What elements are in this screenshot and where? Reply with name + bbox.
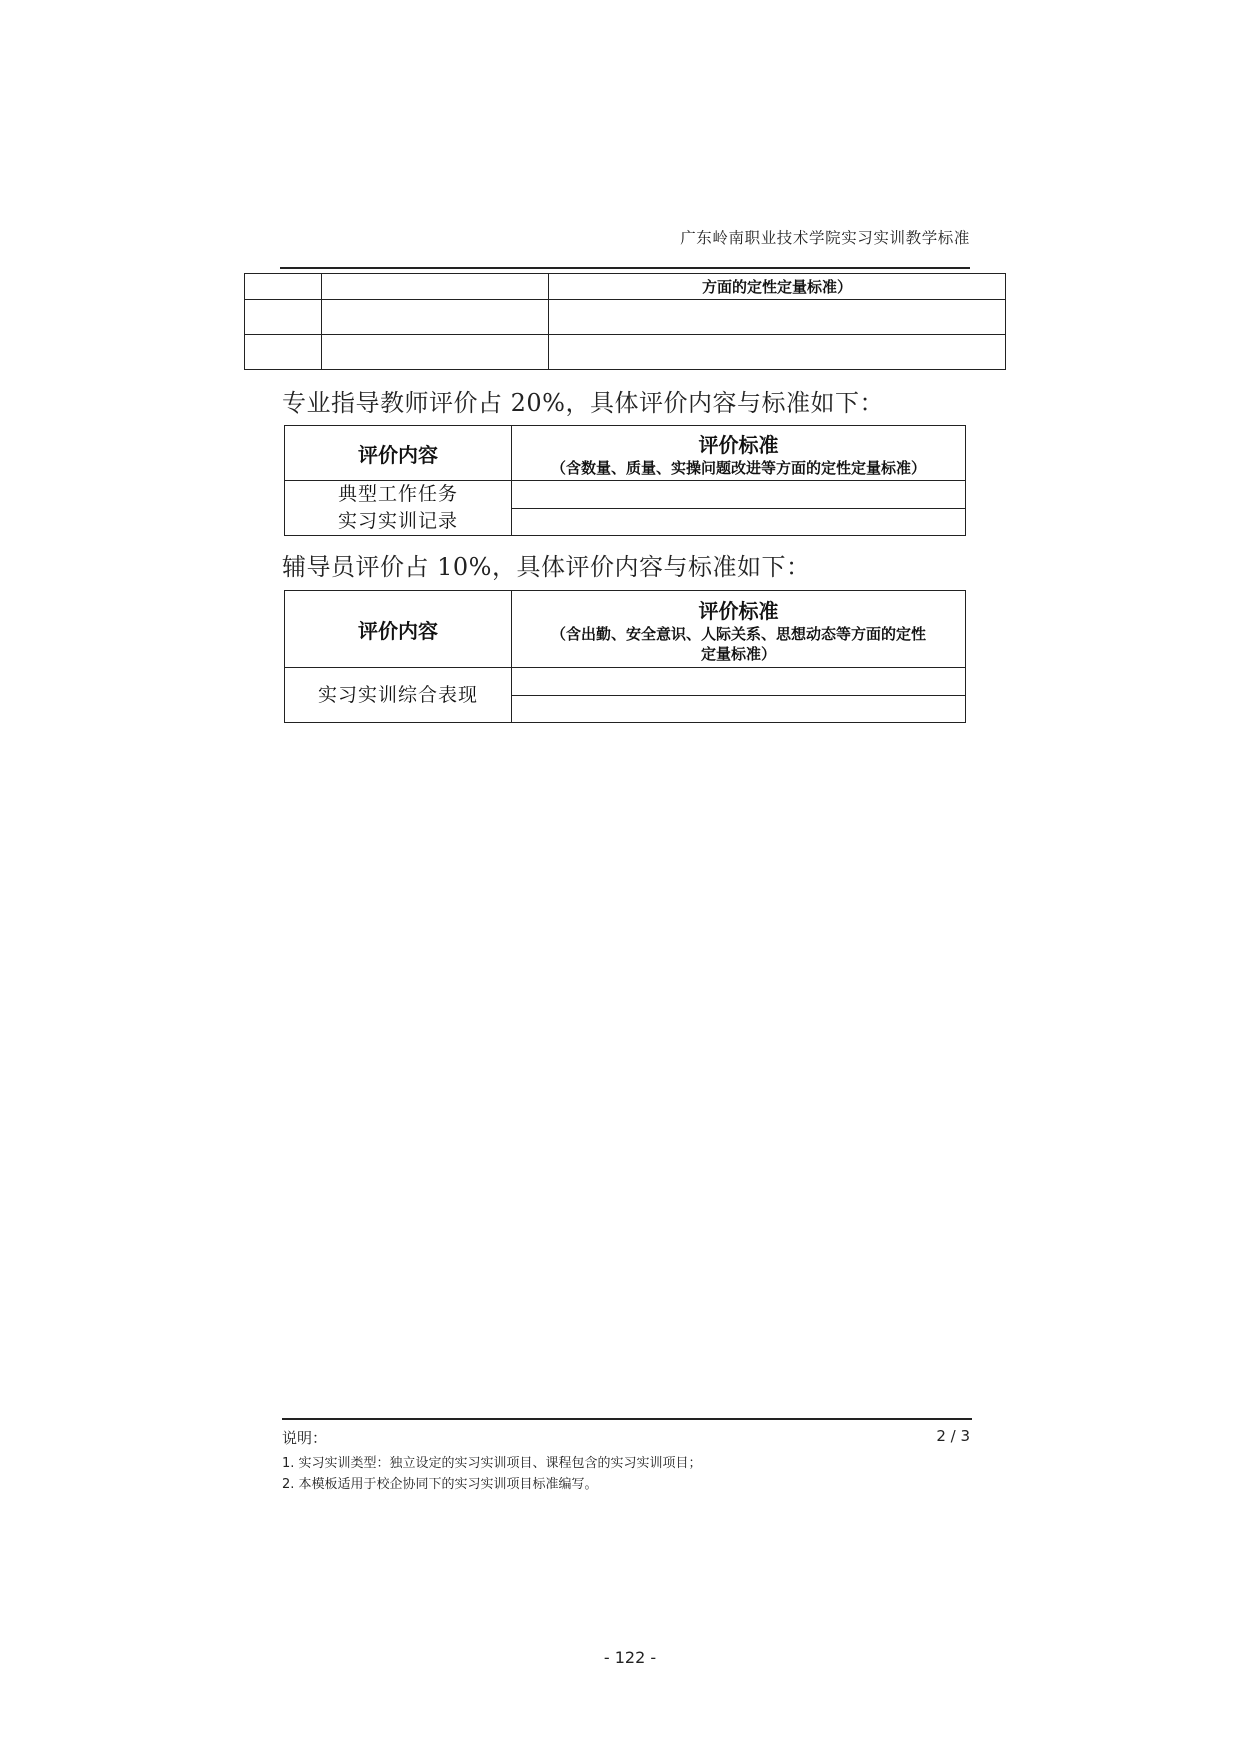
- previous-table-fragment: [244, 273, 1006, 370]
- counselor-section-heading: 辅导员评价占 10%，具体评价内容与标准如下：: [282, 553, 811, 581]
- row-label-cell: [285, 481, 512, 536]
- table-cell: [549, 300, 1006, 335]
- header-divider: [280, 267, 970, 269]
- table-cell: [512, 481, 966, 509]
- note-item: 2. 本模板适用于校企协同下的实习实训项目标准编写。: [282, 1477, 598, 1492]
- footer-divider: [282, 1418, 972, 1420]
- page-number: - 122 -: [603, 1648, 657, 1667]
- table-row: [245, 274, 1006, 300]
- page-fraction: 2 / 3: [936, 1427, 970, 1445]
- row-label: 实习实训记录: [337, 510, 458, 532]
- table-header-row: [285, 591, 966, 668]
- row-label-cell: 实习实训综合表现: [285, 668, 512, 723]
- col-header-content: 评价内容: [285, 591, 512, 668]
- table-row: [285, 481, 966, 509]
- table-cell: [512, 508, 966, 536]
- table-cell: [512, 695, 966, 723]
- table-cell: [245, 300, 322, 335]
- notes-label: 说明：: [282, 1429, 328, 1447]
- table-cell: [245, 335, 322, 370]
- col-header-criteria: [512, 591, 966, 668]
- table-cell: [322, 335, 549, 370]
- criteria-subtitle-line2: 定量标准）: [700, 644, 776, 663]
- row-label: 典型工作任务: [337, 483, 458, 505]
- table-header-row: [285, 426, 966, 481]
- criteria-title: 评价标准: [698, 432, 779, 457]
- note-item: 1. 实习实训类型：独立设定的实习实训项目、课程包含的实习实训项目；: [282, 1456, 702, 1471]
- counselor-evaluation-table: [284, 590, 966, 723]
- table-cell: [322, 300, 549, 335]
- criteria-fragment-cell: 方面的定性定量标准）: [549, 274, 1006, 300]
- table-cell: [322, 274, 549, 300]
- col-header-criteria: [512, 426, 966, 481]
- page-header-title: 广东岭南职业技术学院实习实训教学标准: [680, 229, 970, 247]
- table-row: [245, 335, 1006, 370]
- teacher-section-heading: 专业指导教师评价占 20%，具体评价内容与标准如下：: [282, 389, 884, 417]
- table-row: [285, 668, 966, 696]
- criteria-subtitle: （含数量、质量、实操问题改进等方面的定性定量标准）: [550, 458, 926, 477]
- table-cell: [245, 274, 322, 300]
- table-cell: [512, 668, 966, 696]
- col-header-content: 评价内容: [285, 426, 512, 481]
- criteria-title: 评价标准: [698, 598, 779, 623]
- criteria-subtitle-line1: （含出勤、安全意识、人际关系、思想动态等方面的定性: [550, 624, 926, 643]
- table-row: [245, 300, 1006, 335]
- teacher-evaluation-table: [284, 425, 966, 536]
- table-cell: [549, 335, 1006, 370]
